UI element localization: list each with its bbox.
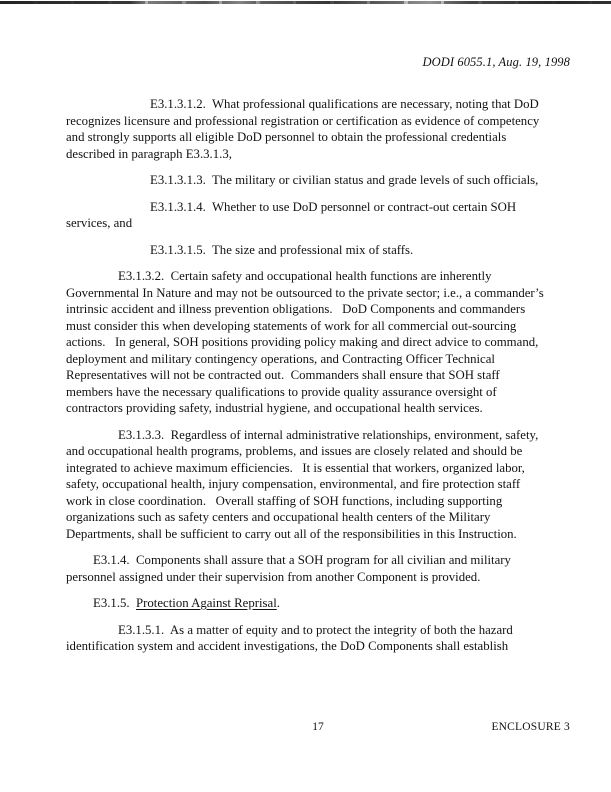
paragraph-e3-1-3-3: E3.1.3.3. Regardless of internal administrative relationships, environment, safety, and occupational health programs, problems, and issues are closely related and should be integrated to achieve maximum efficiencies. It is essential that workers, organized labor, safety, occupational health, injury compensation, environmental, and fire protection staff work in close coordination. Overall staffing of SOH functions, including supporting organizations such as safety centers and occupational health centers of the Military Departments, shall be sufficient to carry out all of the responsibilities in this Instruction.: [66, 427, 542, 541]
paragraph-e3-1-3-1-5: E3.1.3.1.5. The size and professional mix of staffs.: [150, 242, 414, 257]
paragraph-e3-1-4: E3.1.4. Components shall assure that a SOH program for all civilian and military personnel assigned under their supervision from another Component is provided.: [66, 553, 515, 584]
enclosure-label: ENCLOSURE 3: [491, 721, 570, 733]
paragraph-e3-1-5-1: E3.1.5.1. As a matter of equity and to protect the integrity of both the hazard identification system and accident investigations, the DoD Components shall establish: [66, 622, 517, 653]
document-body: [66, 96, 548, 655]
document-id-date: DODI 6055.1, Aug. 19, 1998: [422, 55, 570, 69]
paragraph-e3-1-5: E3.1.5. Protection Against Reprisal.: [93, 596, 280, 610]
document-header: [422, 55, 570, 70]
paragraph-e3-1-3-2: E3.1.3.2. Certain safety and occupational health functions are inherently Governmental In Nature and may not be outsourced to the private sector; i.e., a commander’s intrinsic accident and illness prevention obligations. DoD Components and commanders must consider this when developing statements of work for all commercial out-sourcing actions. In general, SOH positions providing policy making and direct advice to command, deployment and military contingency operations, and Contracting Officer Technical Representatives will not be contracted out. Commanders shall ensure that SOH staff members have the necessary qualifications to provide quality assurance oversight of contractors providing safety, industrial hygiene, and occupational health services.: [66, 269, 547, 415]
scan-artifact-line: [0, 1, 611, 4]
paragraph-e3-1-3-1-3: E3.1.3.1.3. The military or civilian status and grade levels of such officials,: [150, 173, 539, 187]
paragraph-e3-1-3-1-4: E3.1.3.1.4. Whether to use DoD personnel or contract-out certain SOH services, and: [66, 199, 520, 230]
paragraph-e3-1-3-1-2: E3.1.3.1.2. What professional qualifications are necessary, noting that DoD recognizes licensure and professional registration or certification as evidence of competency and strongly supports all eligible DoD personnel to obtain the professional credentials described in paragraph E3.3.1.3,: [66, 97, 543, 161]
document-footer: [66, 721, 570, 737]
page-number: 17: [312, 721, 324, 733]
